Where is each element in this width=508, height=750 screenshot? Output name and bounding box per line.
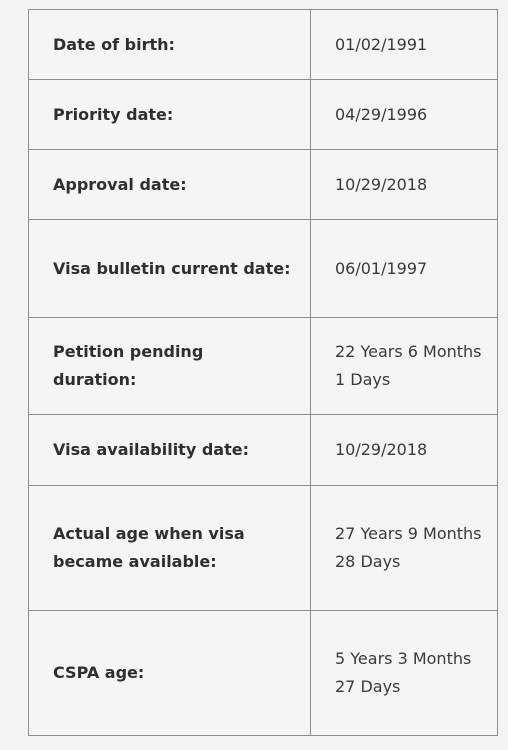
table-row-visa-availability-date	[29, 415, 498, 486]
row-value: 22 Years 6 Months 1 Days	[311, 318, 498, 415]
table-row-date-of-birth	[29, 10, 498, 80]
row-value: 01/02/1991	[311, 10, 498, 80]
table-row-priority-date	[29, 80, 498, 150]
row-label: Petition pending duration:	[29, 318, 311, 415]
table-row-visa-bulletin-current-date	[29, 220, 498, 318]
row-label: Approval date:	[29, 150, 311, 220]
row-label: Actual age when visa became available:	[29, 486, 311, 611]
row-value: 10/29/2018	[311, 415, 498, 486]
row-label: Priority date:	[29, 80, 311, 150]
results-table-container	[28, 9, 497, 736]
row-value: 10/29/2018	[311, 150, 498, 220]
table-row-petition-pending-duration	[29, 318, 498, 415]
row-label: Visa availability date:	[29, 415, 311, 486]
table-row-approval-date	[29, 150, 498, 220]
cspa-results-table	[28, 9, 498, 736]
row-label: Date of birth:	[29, 10, 311, 80]
row-label: CSPA age:	[29, 611, 311, 736]
row-value: 27 Years 9 Months 28 Days	[311, 486, 498, 611]
row-label: Visa bulletin current date:	[29, 220, 311, 318]
row-value: 06/01/1997	[311, 220, 498, 318]
table-row-actual-age	[29, 486, 498, 611]
table-row-cspa-age	[29, 611, 498, 736]
row-value: 04/29/1996	[311, 80, 498, 150]
row-value: 5 Years 3 Months 27 Days	[311, 611, 498, 736]
